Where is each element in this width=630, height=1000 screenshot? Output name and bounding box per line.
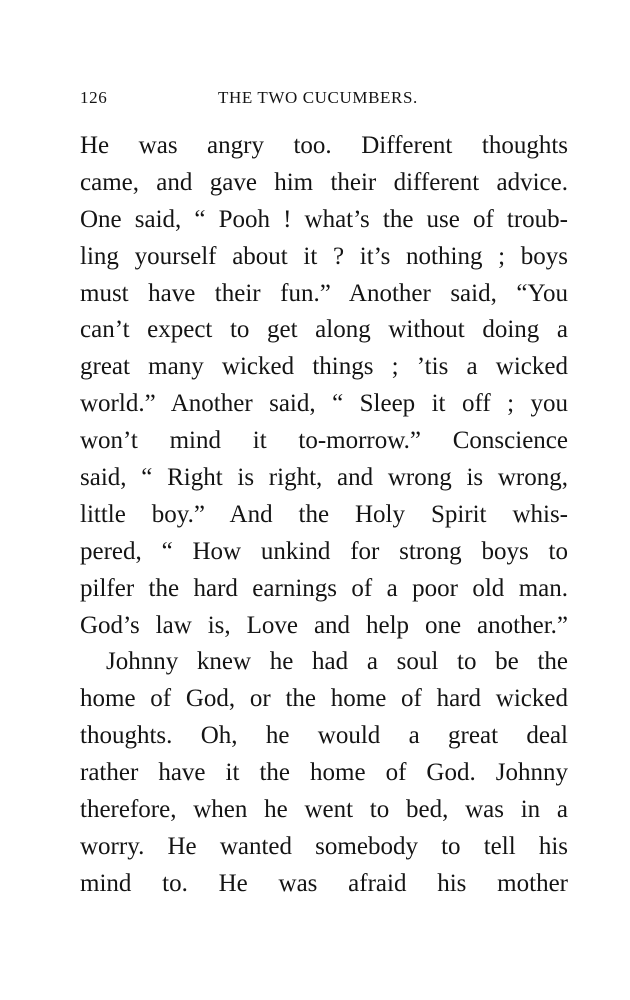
text-line: home of God, or the home of hard wicked — [80, 685, 568, 713]
page-number: 126 — [80, 88, 108, 107]
text-line: little boy.” And the Holy Spirit whis- — [80, 500, 568, 528]
page-header — [80, 88, 570, 112]
text-line: therefore, when he went to bed, was in a — [80, 796, 568, 824]
text-line: mind to. He was afraid his mother — [80, 869, 568, 897]
text-line: world.” Another said, “ Sleep it off ; you — [80, 390, 568, 418]
text-line: came, and gave him their different advice. — [80, 168, 568, 196]
text-line: worry. He wanted somebody to tell his — [80, 832, 568, 860]
text-line: pilfer the hard earnings of a poor old man. — [80, 574, 568, 602]
text-line: rather have it the home of God. Johnny — [80, 759, 568, 787]
text-line: great many wicked things ; ’tis a wicked — [80, 353, 568, 381]
text-line: pered, “ How unkind for strong boys to — [80, 537, 568, 565]
paragraph-first-line: Johnny knew he had a soul to be the — [106, 648, 568, 676]
text-line: thoughts. Oh, he would a great deal — [80, 722, 568, 750]
body-text — [80, 128, 568, 903]
text-line: He was angry too. Different thoughts — [80, 132, 568, 159]
text-line: God’s law is, Love and help one another.” — [80, 611, 568, 639]
text-line: can’t expect to get along without doing a — [80, 316, 568, 344]
text-line: ling yourself about it ? it’s nothing ; boys — [80, 242, 568, 270]
running-title: THE TWO CUCUMBERS. — [218, 88, 418, 107]
text-line: won’t mind it to-morrow.” Conscience — [80, 427, 568, 455]
text-line: One said, “ Pooh ! what’s the use of troub- — [80, 205, 568, 233]
text-line: must have their fun.” Another said, “You — [80, 279, 568, 307]
text-line: said, “ Right is right, and wrong is wrong, — [80, 464, 568, 492]
